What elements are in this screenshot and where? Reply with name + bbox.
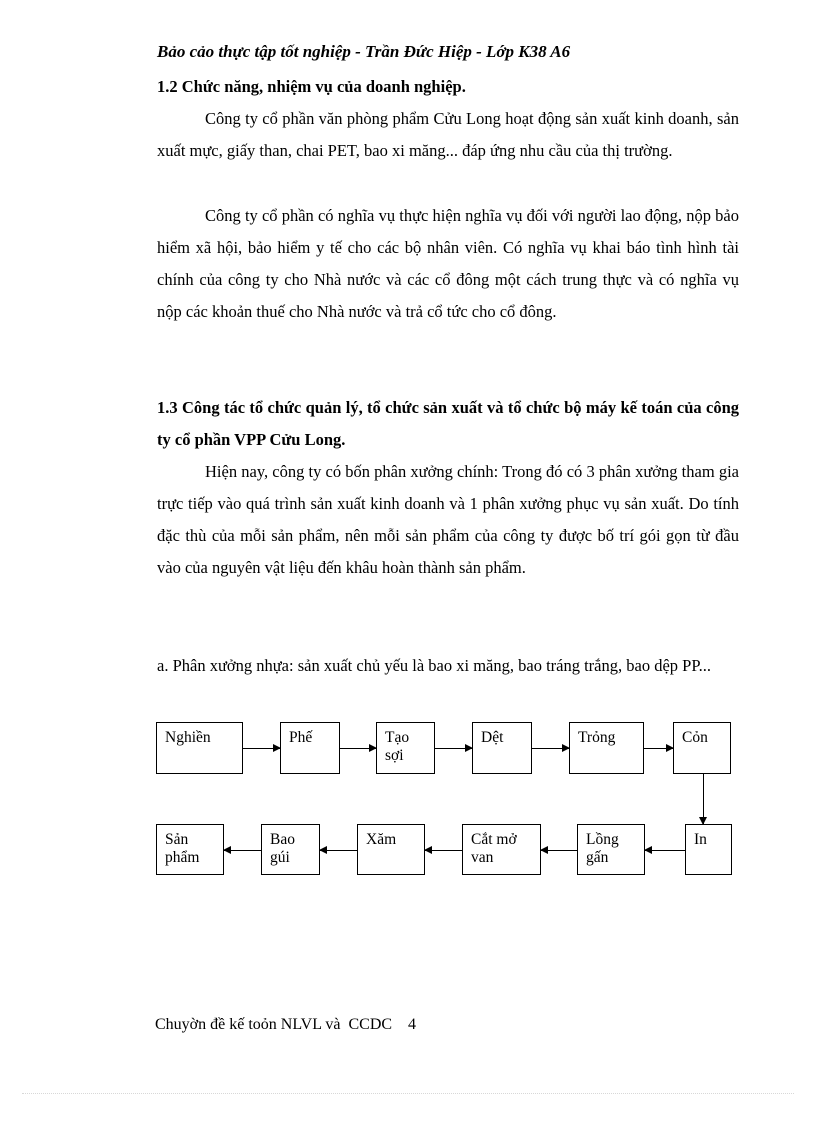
flow-arrow [340, 748, 376, 749]
flow-arrow [645, 850, 685, 851]
flow-arrow-down [703, 774, 704, 824]
flow-arrow [532, 748, 569, 749]
flow-step: Phế [280, 722, 340, 774]
flow-step: In [685, 824, 732, 875]
flow-arrow [320, 850, 357, 851]
flow-step: Sản phẩm [156, 824, 224, 875]
flow-step: Cỏn [673, 722, 731, 774]
flow-step: Cắt mở van [462, 824, 541, 875]
flow-step: Nghiền [156, 722, 243, 774]
flow-arrow [243, 748, 280, 749]
flow-step: Trỏng [569, 722, 644, 774]
flow-arrow [224, 850, 261, 851]
paragraph: Công ty cổ phần văn phòng phẩm Cửu Long hoạt động sản xuất kinh doanh, sản xuất mực, giấy than, chai PET, bao xi măng... đáp ứng nhu cầu của thị trường. [157, 109, 739, 160]
flow-step: Lồng gấn [577, 824, 645, 875]
paragraph: Hiện nay, công ty có bốn phân xưởng chính: Trong đó có 3 phân xưởng tham gia trực tiếp vào quá trình sản xuất kinh doanh và 1 phân xưởng phục vụ sản xuất. Do tính đặc thù của mỗi sản phẩm, nên mỗi sản phẩm của công ty được bố trí gói gọn từ đầu vào của nguyên vật liệu đến khâu hoàn thành sản phẩm. [157, 462, 739, 577]
flow-step: Bao gúi [261, 824, 320, 875]
page-header: Bảo cảo thực tập tốt nghiệp - Trần Đức Hiệp - Lớp K38 A6 [157, 42, 571, 61]
page-edge-rule [22, 1093, 794, 1094]
paragraph: a. Phân xưởng nhựa: sản xuất chủ yếu là bao xi măng, bao tráng trắng, bao dệp PP... [157, 656, 712, 675]
flow-step: Tạo sợi [376, 722, 435, 774]
section-heading-1-2: 1.2 Chức năng, nhiệm vụ của doanh nghiệp. [157, 77, 466, 96]
flow-step: Xăm [357, 824, 425, 875]
page-footer: Chuyờn đề kế toỏn NLVL và CCDC 4 [155, 1016, 417, 1033]
flow-step: Dệt [472, 722, 532, 774]
flow-arrow [541, 850, 577, 851]
flow-arrow [644, 748, 673, 749]
section-heading-1-3: 1.3 Công tác tổ chức quản lý, tổ chức sản xuất và tổ chức bộ máy kế toán của công ty cổ phần VPP Cửu Long. [157, 398, 739, 449]
paragraph: Công ty cổ phần có nghĩa vụ thực hiện nghĩa vụ đối với người lao động, nộp bảo hiểm xã hội, bảo hiểm y tế cho các bộ nhân viên. Có nghĩa vụ khai báo tình hình tài chính của công ty cho Nhà nước và các cổ đông một cách trung thực và có nghĩa vụ nộp các khoản thuế cho Nhà nước và trả cổ tức cho cổ đông. [157, 206, 739, 321]
flow-arrow [435, 748, 472, 749]
flow-arrow [425, 850, 462, 851]
